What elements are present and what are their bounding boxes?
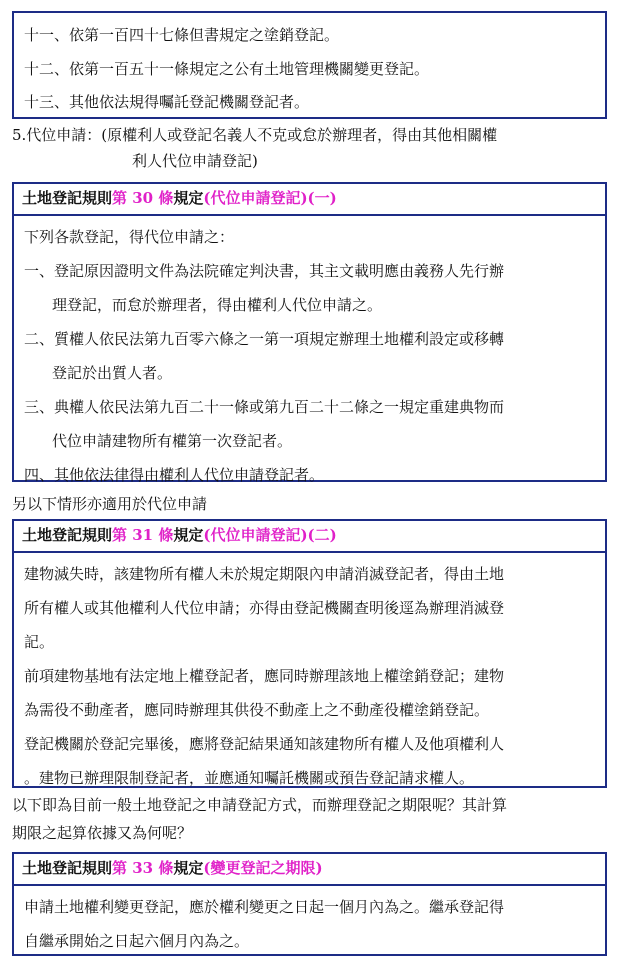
rule-line: 申請土地權利變更登記，應於權利變更之日起一個月內為之。繼承登記得 — [24, 898, 505, 916]
rule-line: 代位申請建物所有權第一次登記者。 — [52, 432, 293, 450]
rule-line: 一、登記原因證明文件為法院確定判決書，其主文載明應由義務人先行辦 — [24, 262, 505, 280]
rule-title: (代位申請登記)(二) — [203, 526, 337, 544]
item5-line1: 5.代位申請：(原權利人或登記名義人不克或怠於辦理者，得由其他相關權 — [12, 126, 498, 144]
rule-article: 第 31 條 — [112, 526, 174, 544]
rule-31-box — [12, 519, 607, 788]
rule-line: 為需役不動產者，應同時辦理其供役不動產上之不動產役權塗銷登記。 — [24, 701, 490, 719]
rule-line: 記。 — [24, 633, 55, 651]
rule-line: 四、其他依法律得由權利人代位申請登記者。 — [24, 466, 325, 484]
rule-title: (代位申請登記)(一) — [203, 189, 337, 207]
rule-mid: 規定 — [173, 526, 204, 544]
between-text-2-line1: 以下即為目前一般土地登記之申請登記方式，而辦理登記之期限呢？其計算 — [12, 796, 508, 814]
rule-line: 下列各款登記，得代位申請之： — [24, 228, 235, 246]
rule-title: (變更登記之期限) — [203, 859, 323, 877]
rule-mid: 規定 — [173, 189, 204, 207]
rule-line: 。建物已辦理限制登記者，並應通知囑託機關或預告登記請求權人。 — [24, 769, 475, 787]
list-item: 十三、其他依法規得囑託登記機關登記者。 — [24, 93, 310, 111]
rule-line: 所有權人或其他權利人代位申請；亦得由登記機關查明後逕為辦理消滅登 — [24, 599, 505, 617]
rule-30-heading — [14, 184, 605, 216]
rule-line: 登記於出質人者。 — [52, 364, 173, 382]
rule-line: 登記機關於登記完畢後，應將登記結果通知該建物所有權人及他項權利人 — [24, 735, 505, 753]
item5-line2: 利人代位申請登記) — [132, 152, 258, 170]
rule-mid: 規定 — [173, 859, 204, 877]
rule-33-heading — [14, 854, 605, 886]
rule-line: 三、典權人依民法第九百二十一條或第九百二十二條之一規定重建典物而 — [24, 398, 505, 416]
rule-33-box — [12, 852, 607, 956]
rule-list-box-top — [12, 11, 607, 119]
rule-article: 第 30 條 — [112, 189, 174, 207]
list-item: 十二、依第一百五十一條規定之公有土地管理機關變更登記。 — [24, 59, 430, 78]
rule-33-body — [14, 886, 605, 958]
rule-line: 理登記，而怠於辦理者，得由權利人代位申請之。 — [52, 296, 383, 314]
list-item: 十一、依第一百四十七條但書規定之塗銷登記。 — [24, 26, 340, 44]
rule-30-body — [14, 216, 605, 492]
rule-31-body — [14, 553, 605, 795]
rule-line: 建物滅失時，該建物所有權人未於規定期限內申請消滅登記者，得由土地 — [24, 565, 505, 583]
between-text-2-line2: 期限之起算依據又為何呢？ — [12, 824, 193, 842]
rule-31-heading — [14, 521, 605, 553]
rule-line: 二、質權人依民法第九百零六條之一第一項規定辦理土地權利設定或移轉 — [24, 330, 505, 348]
rule-prefix: 土地登記規則 — [22, 859, 113, 877]
between-text-1: 另以下情形亦適用於代位申請 — [12, 495, 208, 513]
rule-prefix: 土地登記規則 — [22, 526, 113, 544]
rule-article: 第 33 條 — [112, 859, 174, 877]
rule-line: 自繼承開始之日起六個月內為之。 — [24, 932, 250, 950]
rule-prefix: 土地登記規則 — [22, 189, 113, 207]
rule-line: 前項建物基地有法定地上權登記者，應同時辦理該地上權塗銷登記；建物 — [24, 667, 505, 685]
rule-30-box — [12, 182, 607, 482]
